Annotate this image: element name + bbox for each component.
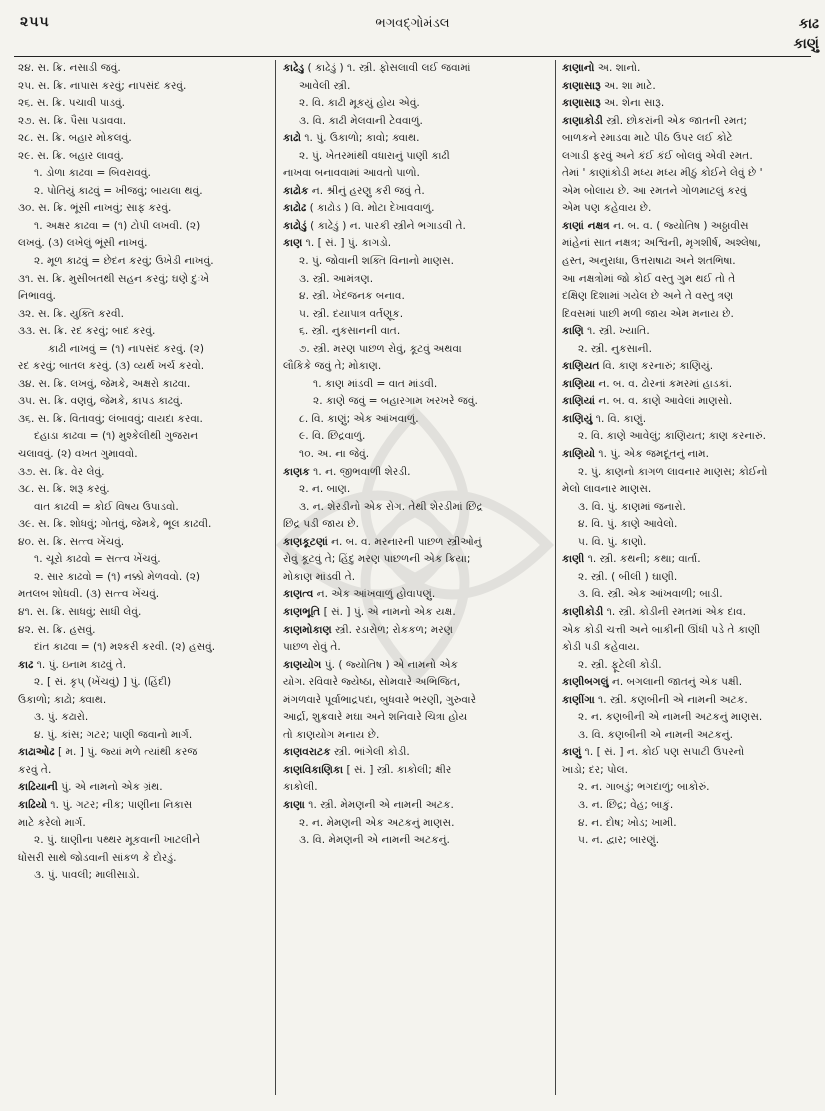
definition-text: ૧. પું. ઉકાળો; કાવો; ક્વાથ.	[301, 132, 420, 145]
entry-line: ૧. કાણ માંડવી = વાત માંડવી.	[313, 377, 438, 390]
entry-line: ૨. ન. મેમણની એક અટકનું માણસ.	[299, 816, 455, 829]
entry-headword-line	[283, 744, 553, 762]
entry-line: રોવું કૂટવું તે; હિંદુ મરણ પાછળની એક ક્રિયા;	[283, 553, 471, 566]
entry-line: ૨૬. સ. ક્રિ. પચાવી પાડવું.	[18, 97, 126, 110]
definition-text: સ્ત્રી. ભાંગેલી કોડી.	[330, 746, 410, 759]
entry-headword-line	[18, 797, 268, 815]
entry-line: ૩. વિ. સ્ત્રી. એક આંખવાળી; બાડી.	[578, 588, 723, 601]
entry-line: ૩૯. સ. ક્રિ. શોધવું; ગોતવું, જેમકે, ભૂલ કાઢવી.	[18, 518, 212, 531]
entry-headword-line	[283, 797, 553, 815]
column-2	[283, 60, 553, 1100]
definition-text: સ્ત્રી. રડારોળ; રોકકળ; મરણ	[331, 623, 454, 636]
headword: કાણાસારૂ	[562, 79, 601, 92]
entry-headword-line	[562, 78, 817, 96]
entry-line: છિદ્ર પડી જાય છે.	[283, 518, 359, 531]
definition-text: ૧. વિ. કાણું.	[592, 412, 647, 425]
entry-line: ૩. સ્ત્રી. આમંત્રણ.	[299, 272, 374, 285]
entry-line: ૩૦. સ. ક્રિ. ભૂંસી નાખવું; સાફ કરવું.	[18, 202, 172, 215]
entry-headword-line	[562, 674, 817, 692]
entry-headword-line	[283, 183, 553, 201]
headword: કાણું	[562, 746, 582, 759]
entry-headword-line	[283, 762, 553, 780]
entry-line: ૨. સ્ત્રી. ( બીલી ) ઘાણી.	[578, 570, 678, 583]
entry-line: ૩. ન. છિદ્ર; વેહ; બાકું.	[578, 798, 674, 811]
entry-line: ૨. કાણે જવું = બહારગામ ખરખરે જવું.	[313, 395, 478, 408]
headword: કાણમોકાણ	[283, 623, 332, 636]
headword: કાણાં નક્ષત્ર	[562, 219, 610, 232]
column-divider-2	[555, 60, 556, 1095]
entry-line: આર્દ્રા, શુક્રવારે મઘા અને શનિવારે ચિત્રા હોય	[283, 711, 468, 724]
definition-text: ( કાઢોડ ) વિ. મોટા દેખાવવાળું.	[306, 202, 435, 215]
entry-line: ૨. ન. બાણ.	[299, 483, 351, 496]
entry-line: ૧. અક્ષર કાઢવા = (૧) ટોપી લખવી. (૨)	[34, 219, 201, 232]
entry-line: ૨૭. સ. ક્રિ. પૈસા પડાવવા.	[18, 114, 127, 127]
definition-text: અ. શા માટે.	[600, 79, 656, 92]
entry-line: ૨. [ સં. કૃપ્ (ખેંચવું) ] પું. (હિંદી)	[34, 676, 172, 689]
entry-line: ૨૯. સ. ક્રિ. બહાર લાવવું.	[18, 149, 124, 162]
headword: કાઢોઢ	[283, 202, 307, 215]
headword: કાણી	[562, 553, 585, 566]
entry-headword-line	[562, 60, 817, 78]
entry-line: કાકોલી.	[283, 781, 318, 794]
entry-line: ૭. સ્ત્રી. મરણ પાછળ રોવું, કૂટવું અથવા	[299, 342, 462, 355]
definition-text: પું. ( જ્યોતિષ ) એ નામનો એક	[321, 658, 459, 671]
headword: કાણીંગા	[562, 693, 595, 706]
entry-line: ૩૮. સ. ક્રિ. શરૂ કરવું.	[18, 483, 110, 496]
headword: કાણક	[283, 465, 310, 478]
definition-text: ૧. ન. જીભવાળી શેરડી.	[309, 465, 411, 478]
guide-word-first: કાઢ	[798, 16, 819, 32]
entry-line: કરવું તે.	[18, 763, 52, 776]
entry-line: બાળકને રમાડવા માટે પીઠ ઉપર લઈ કોટે	[562, 132, 733, 145]
headword: કાણાસારૂ	[562, 97, 601, 110]
headword: કાઢો	[283, 132, 301, 145]
entry-line: ૪૦. સ. ક્રિ. સત્ત્વ ખેંચવું.	[18, 535, 125, 548]
entry-headword-line	[562, 358, 817, 376]
headword: કાણભૂતિ	[283, 605, 321, 618]
definition-text: અ. શાનો.	[594, 62, 641, 74]
entry-headword-line	[18, 744, 268, 762]
entry-line: મતલબ શોધવી. (૩) સત્ત્વ ખેંચવું.	[18, 588, 160, 601]
entry-headword-line	[283, 604, 553, 622]
entry-line: ૩. વિ. કણબીની એ નામની અટકનું.	[578, 728, 733, 741]
entry-headword-line	[283, 235, 553, 253]
entry-line: આવેલી સ્ત્રી.	[299, 79, 351, 92]
header-rule	[14, 56, 811, 57]
definition-text: [ મ. ] પું. જ્યાં મળે ત્યાંથી કરજ	[54, 746, 198, 759]
entry-line: ૨. સ્ત્રી. નુકસાની.	[578, 342, 652, 355]
headword: કાણિયું	[562, 412, 593, 425]
entry-line: પાછળ રોવું તે.	[283, 641, 341, 654]
headword: કાણા	[283, 798, 305, 811]
entry-line: એક કોડી ચત્તી અને બાકીની ઊંધી પડે તે કાણી	[562, 623, 761, 636]
definition-text: સ્ત્રી. છોકરાંની એક જાતની રમત;	[602, 114, 748, 127]
entry-headword-line	[562, 376, 817, 394]
entry-line: આ નક્ષત્રોમાં જો કોઈ વસ્તુ ગુમ થઈ તો તે	[562, 272, 736, 285]
entry-line: ૩. પું. કઢારો.	[34, 711, 89, 724]
entry-line: દિવસમાં પાછી મળી જાય એમ મનાય છે.	[562, 307, 734, 320]
entry-line: ૫. ન. દ્વાર; બારણું.	[578, 834, 660, 847]
entry-line: ચલાવવું. (૨) વખત ગુમાવવો.	[18, 448, 138, 461]
headword: કાઢોક	[283, 184, 309, 197]
headword: કાણ	[283, 237, 303, 250]
definition-text: ૧. પું. ગટર; નીક; પાણીના નિકાસ	[47, 798, 193, 811]
entry-line: ૩. વિ. પું. કાણમાં જનારો.	[578, 500, 686, 513]
definition-text: ૧. [ સં. ] પું. કાગડો.	[302, 237, 392, 250]
headword: કાણિયો	[562, 448, 596, 461]
headword: કાઢોડું	[283, 219, 307, 232]
definition-text: ૧. પું. એક જમદૂતનું નામ.	[595, 448, 709, 461]
entry-line: ૪૨. સ. ક્રિ. હસવું.	[18, 623, 96, 636]
headword: કાણયોગ	[283, 658, 322, 671]
entry-line: તો કાણયોગ મનાય છે.	[283, 728, 380, 741]
entry-line: મેલો લાવનાર માણસ.	[562, 483, 652, 496]
entry-line: ઉકાળો; કાઢો; ક્વાથ.	[18, 693, 107, 706]
headword: કાણીકોડી	[562, 605, 604, 618]
definition-text: ન. બ. વ. ( જ્યોતિષ ) અઠ્ઠાવીસ	[609, 219, 749, 232]
headword: કાણવરાટક	[283, 746, 331, 759]
entry-headword-line	[283, 60, 553, 78]
entry-line: ૩૫. સ. ક્રિ. વણવું, જેમકે, કાપડ કાઢવું.	[18, 395, 184, 408]
entry-line: ૯. વિ. છિદ્રવાળું.	[299, 430, 366, 443]
definition-text: ( કાઢેડું ) ૧. સ્ત્રી. ફોસલાવી લઈ જવામાં	[304, 62, 471, 74]
running-title: ભગવદ્ગોમંડલ	[375, 16, 450, 31]
entry-line: રદ કરવું; બાતલ કરવું. (૩) વ્યર્થ ખર્ચ કરવો.	[18, 360, 205, 373]
entry-line: ૧૦. અ. ના જેવું.	[299, 448, 370, 461]
entry-line: મંગળવારે પૂર્વાભાદ્રપદા, બુધવારે ભરણી, ગુરુવારે	[283, 693, 477, 706]
entry-line: માંહેનાં સાત નક્ષત્ર; અશ્વિની, મૃગશીર્ષ, અશ્લેષા,	[562, 237, 761, 250]
entry-headword-line	[562, 411, 817, 429]
entry-headword-line	[283, 534, 553, 552]
entry-headword-line	[562, 113, 817, 131]
entry-line: ૨. પું. કાણનો કાગળ લાવનાર માણસ; કોઈનો	[578, 465, 768, 478]
entry-line: ૩૬. સ. ક્રિ. વિતાવવું; લંબાવવું; વાયદા કરવા.	[18, 412, 203, 425]
definition-text: ૧. સ્ત્રી. કણબીની એ નામની અટક.	[594, 693, 748, 706]
entry-headword-line	[562, 744, 817, 762]
entry-line: વાત કાઢવી = કોઈ વિષય ઉપાડવો.	[34, 500, 179, 513]
entry-line: યોગ. રવિવારે જ્યેષ્ઠા, સોમવારે અભિજિત,	[283, 676, 461, 689]
entry-headword-line	[562, 446, 817, 464]
entry-line: ૩૧. સ. ક્રિ. મુસીબતથી સહન કરવું; ઘણે દુઃખે	[18, 272, 210, 285]
entry-line: ૪. સ્ત્રી. ખેદજનક બનાવ.	[299, 290, 405, 303]
entry-headword-line	[283, 657, 553, 675]
headword: કાઢ	[18, 658, 34, 671]
entry-line: દક્ષિણ દિશામાં ગયેલ છે અને તે વસ્તુ ત્રણ	[562, 290, 734, 303]
entry-headword-line	[283, 586, 553, 604]
definition-text: અ. શેના સારૂ.	[600, 97, 665, 110]
definition-text: ૧. સ્ત્રી. ખ્યાતિ.	[583, 325, 650, 338]
definition-text: ન. બ. વ. મરનારની પાછળ સ્ત્રીઓનું	[327, 535, 482, 548]
entry-line: દહાડા કાઢવા = (૧) મુશ્કેલીથી ગુજરાન	[34, 430, 199, 443]
headword: કાણિયત	[562, 360, 600, 373]
definition-text: પું. એ નામનો એક ગ્રંથ.	[57, 781, 163, 794]
entry-line: ૨. વિ. કાણે આવેલું; કાણિયત; કાણ કરનારું.	[578, 430, 766, 443]
entry-headword-line	[562, 604, 817, 622]
headword: કાણિયાં	[562, 395, 595, 408]
definition-text: વિ. કાણ કરનારું; કાણિયું.	[599, 360, 714, 373]
entry-headword-line	[18, 657, 268, 675]
entry-line: ૨૪. સ. ક્રિ. નસાડી જવું.	[18, 62, 121, 74]
entry-line: ૫. વિ. પું. કાણો.	[578, 535, 647, 548]
entry-line: એમ બોલાય છે. આ રમતને ગોળમાટલું કરવું	[562, 184, 747, 197]
entry-line: ૨. સાર કાઢવો = (૧) નક્કો મેળવવો. (૨)	[34, 570, 201, 583]
entry-line: ૧. ડોળા કાઢવા = બિવરાવવું.	[34, 167, 151, 180]
entry-line: ૫. સ્ત્રી. દયાપાત્ર વર્તણૂક.	[299, 307, 404, 320]
definition-text: ન. બ. વ. ઢોરનાં કમરમાં હાડકાં.	[594, 377, 733, 390]
entry-line: નિભાવવું.	[18, 290, 56, 303]
definition-text: ન. એક આંખવાળું હોવાપણું.	[313, 588, 436, 601]
entry-line: ૨. વિ. કાઢી મૂકયું હોય એવું.	[299, 97, 420, 110]
definition-text: ૧. [ સં. ] ન. કોઈ પણ સપાટી ઉપરનો	[581, 746, 745, 759]
entry-line: ૨. પું. ઘાણીના પથ્થર મૂકવાની ખાટલીને	[34, 834, 201, 847]
entry-headword-line	[562, 323, 817, 341]
entry-line: ૪૧. સ. ક્રિ. સાધવું; સાધી લેવું.	[18, 605, 142, 618]
definition-text: ન. બ. વ. કાણે આવેલાં માણસો.	[594, 395, 733, 408]
headword: કાણકૂટણાં	[283, 535, 328, 548]
headword: કાણીબગલું	[562, 676, 609, 689]
entry-line: ૩. ન. શેરડીનો એક રોગ. તેથી શેરડીમાં છિદ્ર	[299, 500, 483, 513]
entry-headword-line	[283, 464, 553, 482]
entry-line: નાખવા બનાવવામાં આવતો પાળો.	[283, 167, 420, 180]
column-3	[562, 60, 817, 1100]
headword: કાઢાઓઢ	[18, 746, 55, 759]
entry-line: ૩. વિ. મેમણની એ નામની અટકનું.	[299, 834, 450, 847]
entry-line: ૨. પું. જોવાની શક્તિ વિનાનો માણસ.	[299, 255, 454, 268]
column-divider-1	[275, 60, 276, 1095]
entry-line: લગાડી ફરવું અને કંઈ કંઈ બોલવું એવી રમત.	[562, 149, 753, 162]
entry-line: મોકાણ માંડવી તે.	[283, 570, 356, 583]
entry-line: લૌકિકે જવું તે; મોકાણ.	[283, 360, 382, 373]
entry-line: ૩૨. સ. ક્રિ. યુક્તિ કરવી.	[18, 307, 125, 320]
entry-line: દાંત કાઢવા = (૧) મશ્કરી કરવી. (૨) હસવું.	[34, 641, 216, 654]
entry-line: ૨. પું. ખેતરમાંથી વધારાનું પાણી કાઢી	[299, 149, 450, 162]
headword: કાણાકોડી	[562, 114, 603, 127]
entry-line: ૪. વિ. પું. કાણે આવેલો.	[578, 518, 678, 531]
entry-headword-line	[562, 692, 817, 710]
entry-line: ૨. મૂળ કાઢવું = છેદન કરવું; ઉખેડી નાખવું.	[34, 255, 214, 268]
entry-line: કાઢી નાખવું = (૧) નાપસંદ કરવું. (૨)	[48, 342, 204, 355]
definition-text: ( કાઢેડું ) ન. પારકી સ્ત્રીને ભગાડવી તે.	[306, 219, 466, 232]
entry-line: ૪. પું. કાંસ; ગટર; પાણી જવાનો માર્ગ.	[34, 728, 193, 741]
page-number: ૨૫૫	[20, 14, 50, 30]
entry-line: લખવું. (૩) લખેલું ભૂંસી નાખવું.	[18, 237, 148, 250]
entry-line: કોડી પડી કહેવાય.	[562, 641, 640, 654]
entry-line: ૨૫. સ. ક્રિ. નાપાસ કરવું; નાપસંદ કરવું.	[18, 79, 187, 92]
entry-line: ૪. ન. દોષ; ખોડ; ખામી.	[578, 816, 677, 829]
entry-headword-line	[283, 200, 553, 218]
entry-headword-line	[283, 218, 553, 236]
entry-line: ૮. વિ. કાણું; એક આંખવાળું.	[299, 412, 419, 425]
entry-line: ૬. સ્ત્રી. નુકસાનની વાત.	[299, 325, 401, 338]
entry-line: ૩. વિ. કાઢી મેલવાની ટેવવાળું.	[299, 114, 423, 127]
column-1	[18, 60, 268, 1100]
definition-text: ૧. પું. ઇનામ કાઢવું તે.	[33, 658, 127, 671]
headword: કાઢિયો	[18, 798, 48, 811]
entry-line: હસ્ત, અનુરાધા, ઉત્તરાષાઢા અને શતભિષા.	[562, 255, 736, 268]
definition-text: [ સં. ] પું. એ નામનો એક યક્ષ.	[320, 605, 456, 618]
guide-word-last: કાણું	[793, 36, 819, 52]
entry-line: ૨. ન. ગાબડું; ભગદાળું; બાકોરું.	[578, 781, 710, 794]
headword: કાણાનો	[562, 62, 595, 74]
entry-line: ૧. ચૂરો કાઢવો = સત્ત્વ ખેંચવું.	[34, 553, 161, 566]
headword: કાણિયા	[562, 377, 595, 390]
definition-text: ૧. સ્ત્રી. કોડીની રમતમાં એક દાવ.	[603, 605, 747, 618]
entry-line: ૩૭. સ. ક્રિ. વેર લેવું.	[18, 465, 105, 478]
headword: કાણવિકાણિકા	[283, 763, 344, 776]
entry-line: ૨. પોતિયું કાઢવું = ખીજવું; બાયલા થવું.	[34, 184, 203, 197]
definition-text: ન. શ્રીનું હરણુ કરી જવું તે.	[308, 184, 425, 197]
entry-line: ૨. ન. કણબીની એ નામની અટકનું માણસ.	[578, 711, 763, 724]
headword: કાણત્વ	[283, 588, 314, 601]
headword: કાઢિયાની	[18, 781, 58, 794]
entry-line: ખાડો; દર; પોલ.	[562, 763, 628, 776]
entry-line: માટે કરેલો માર્ગ.	[18, 816, 86, 829]
entry-line: ધોંસરી સાથે જોડવાની સાંકળ કે દોરડું.	[18, 851, 177, 864]
entry-headword-line	[562, 393, 817, 411]
entry-line: ૩૪. સ. ક્રિ. લખવું, જેમકે, અક્ષરો કાઢવા.	[18, 377, 191, 390]
definition-text: ૧. સ્ત્રી. મેમણની એ નામની અટક.	[304, 798, 454, 811]
entry-headword-line	[283, 130, 553, 148]
entry-headword-line	[18, 779, 268, 797]
guide-words	[793, 14, 819, 54]
definition-text: [ સં. ] સ્ત્રી. કાકોલી; ક્ષીર	[343, 763, 452, 776]
entry-line: ૨૮. સ. ક્રિ. બહાર મોકલવું.	[18, 132, 132, 145]
definition-text: ૧. સ્ત્રી. કથની; કથા; વાર્તા.	[584, 553, 701, 566]
definition-text: ન. બગલાની જાતનું એક પક્ષી.	[608, 676, 743, 689]
entry-line: તેમાં ' કાણાંકોડી મધ્ય મધ્ય મીઠું કોઈને લેવું છે '	[562, 167, 763, 180]
headword: કાઢેડુ	[283, 62, 305, 74]
entry-line: ૨. સ્ત્રી. ફૂટેલી કોડી.	[578, 658, 662, 671]
entry-headword-line	[562, 218, 817, 236]
entry-line: ૩૩. સ. ક્રિ. રદ કરવું; બાદ કરવું.	[18, 325, 156, 338]
entry-headword-line	[562, 95, 817, 113]
entry-line: ૩. પું. પાવલી; માલીસાડો.	[34, 869, 140, 882]
entry-line: એમ પણ કહેવાય છે.	[562, 202, 652, 215]
headword: કાણિ	[562, 325, 584, 338]
entry-headword-line	[562, 551, 817, 569]
entry-headword-line	[283, 622, 553, 640]
